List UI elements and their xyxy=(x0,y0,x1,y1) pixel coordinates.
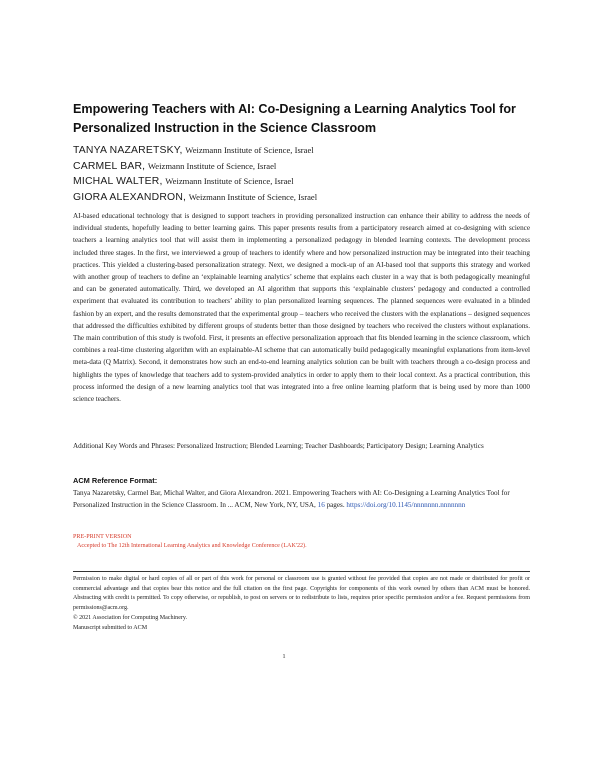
footnote xyxy=(73,575,530,633)
keywords: Additional Key Words and Phrases: Personalized Instruction; Blended Learning; Teacher Dashboards; Participatory Design; Learning Analytics xyxy=(73,442,484,450)
page-count-link[interactable]: 16 xyxy=(317,501,325,510)
doi-link[interactable]: https://doi.org/10.1145/nnnnnnn.nnnnnnn xyxy=(346,501,466,510)
page-number: 1 xyxy=(282,653,286,660)
author-entry xyxy=(73,143,533,159)
preprint-label: PRE-PRINT VERSION xyxy=(73,534,132,540)
author-entry xyxy=(73,159,533,175)
author-name: TANYA NAZARETSKY, xyxy=(73,145,183,156)
pages-suffix: pages. xyxy=(326,501,345,510)
copyright-notice: © 2021 Association for Computing Machinery. xyxy=(73,614,188,621)
paper-title xyxy=(73,100,533,138)
acm-reference-text: Tanya Nazaretsky, Carmel Bar, Michal Walter, and Giora Alexandron. 2021. Empowering Teachers with AI: Co-Designing a Learning Analytics Tool for Personalized Instruction in the Science Classroom. In ... ACM, New York, NY, USA, xyxy=(73,489,510,510)
author-name: CARMEL BAR, xyxy=(73,160,146,172)
preprint-notice xyxy=(73,533,530,551)
author-name: MICHAL WALTER, xyxy=(73,176,163,188)
permission-notice: Permission to make digital or hard copies of all or part of this work for personal or classroom use is granted without fee provided that copies are not made or distributed for profit or commercial advantage and that copies bear this notice and the full citation on the first page. Copyrights for components of this work owned by others than ACM must be honored. Abstracting with credit is permitted. To copy otherwise, or republish, to post on servers or to redistribute to lists, requires prior specific permission and/or a fee. Request permissions from permissions@acm.org. xyxy=(73,576,530,612)
author-name: GIORA ALEXANDRON, xyxy=(73,191,187,203)
abstract: AI-based educational technology that is designed to support teachers in providing personalized instruction can enhance their ability to address the needs of individual students, hopefully leading to better learning gains. This paper presents results from a participatory research aimed at co-designing with science teachers a learning analytics tool that will assist them in implementing a personalized pedagogy in blended learning contexts. The development process included three stages. In the first, we interviewed a group of teachers to identify where and how personalized instruction may be integrated into their teaching practices. This yielded a clustering-based personalization strategy. Next, we designed a mock-up of an AI-based tool that supports this strategy and worked with another group of teachers to define an ‘explainable learning analytics’ scheme that explains each cluster in a way that is both pedagogically meaningful and can be generated automatically. Third, we developed an AI algorithm that supports this ‘explainable clusters’ pedagogy and conducted a controlled experiment that evaluated its contribution to teachers’ ability to plan personalized learning sequences. The planned sequences were evaluated in a blinded fashion by an expert, and the results demonstrated that the experimental group – teachers who received the clusters with the explanations – designed sequences that addressed the difficulties exhibited by different groups of students better than those designed by teachers who received the clusters without explanations. The main contribution of this study is twofold. First, it presents an effective personalization approach that fits blended learning in the science classroom, which combines a real-time clustering algorithm with an explainable-AI scheme that can automatically build pedagogically meaningful explanations from item-level meta-data (Q Matrix). Second, it demonstrates how such an end-to-end learning analytics solution can be built with teachers through a co-design process and highlights the types of knowledge that teachers add to system-provided analytics in order to apply them to their local context. As a practical contribution, this process informed the design of a new learning analytics tool that was integrated into a free online learning platform that is being used by more than 1000 science teachers. xyxy=(73,212,530,404)
footnote-divider xyxy=(73,571,530,572)
author-list xyxy=(73,143,533,205)
author-entry xyxy=(73,190,533,206)
author-affiliation: Weizmann Institute of Science, Israel xyxy=(165,176,294,187)
author-affiliation: Weizmann Institute of Science, Israel xyxy=(188,191,318,202)
title-line-1: Empowering Teachers with AI: Co-Designing a Learning Analytics Tool for xyxy=(73,102,516,116)
author-affiliation: Weizmann Institute of Science, Israel xyxy=(147,160,277,171)
author-entry xyxy=(73,174,533,190)
author-affiliation: Weizmann Institute of Science, Israel xyxy=(185,145,314,155)
acm-reference xyxy=(73,487,530,511)
title-line-2: Personalized Instruction in the Science Classroom xyxy=(73,121,377,135)
acm-reference-heading: ACM Reference Format: xyxy=(73,476,158,485)
manuscript-notice: Manuscript submitted to ACM xyxy=(73,624,148,631)
preprint-acceptance: Accepted to The 12th International Learning Analytics and Knowledge Conference (LAK'22). xyxy=(77,543,307,549)
